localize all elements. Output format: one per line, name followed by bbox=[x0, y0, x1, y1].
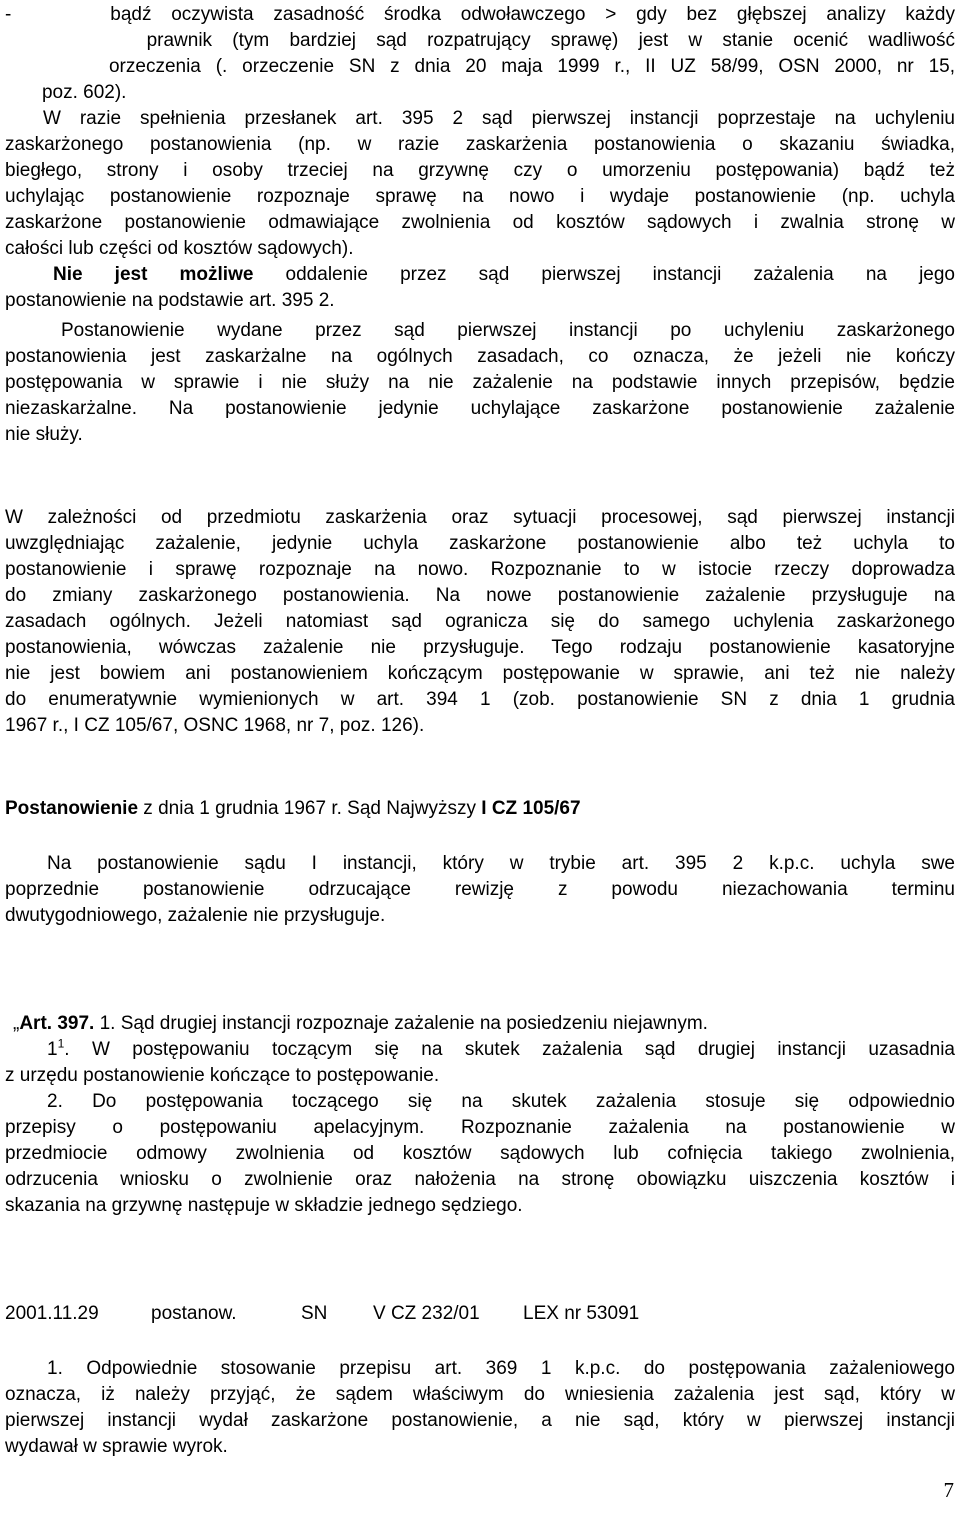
text-span: . W postępowaniu toczącym się na skutek zażalenia sąd drugiej instancji uzasadnia bbox=[64, 1039, 955, 1060]
text-line: poprzednie postanowienie odrzucające rewizję z powodu niezachowania terminu bbox=[5, 879, 955, 900]
text-line: dwutygodniowego, zażalenie nie przysługuje. bbox=[5, 905, 386, 926]
text-line: uwzględniając zażalenie, jedynie uchyla zaskarżone postanowienie albo też uchyla to bbox=[5, 533, 955, 554]
text-span: 1 bbox=[47, 1039, 58, 1060]
ref-court: SN bbox=[301, 1303, 328, 1324]
quote-mark: „ bbox=[13, 1013, 20, 1034]
text-line: - bądź oczywista zasadność środka odwoławczego > gdy bez głębszej analizy każdy bbox=[5, 4, 955, 25]
text-line bbox=[5, 1037, 955, 1063]
bold-text: Art. 397. bbox=[19, 1013, 95, 1034]
text-line: postanowienie i sprawę rozpoznaje na nowo. Rozpoznanie to w istocie rzeczy doprowadza bbox=[5, 559, 955, 580]
text-span: 1. Sąd drugiej instancji rozpoznaje zażalenie na posiedzeniu niejawnym. bbox=[94, 1013, 708, 1034]
paragraph-appealability bbox=[5, 318, 955, 448]
superscript: 1 bbox=[57, 1036, 65, 1051]
paragraph-grounds bbox=[5, 2, 955, 262]
text-line: całości lub części od kosztów sądowych). bbox=[5, 238, 354, 259]
page-number: 7 bbox=[943, 1478, 954, 1502]
text-line: pierwszej instancji wydał zaskarżone postanowienie, a nie sąd, który w pierwszej instancji bbox=[5, 1410, 955, 1431]
text-line: W razie spełnienia przesłanek art. 395 2 sąd pierwszej instancji poprzestaje na uchyleniu bbox=[5, 108, 955, 129]
text-line: wydawał w sprawie wyrok. bbox=[5, 1436, 228, 1457]
text-line: niezaskarżalne. Na postanowienie jedynie uchylające zaskarżone postanowienie zażalenie bbox=[5, 398, 955, 419]
text-line: 2. Do postępowania toczącego się na skutek zażalenia stosuje się odpowiednio bbox=[47, 1091, 955, 1112]
ref-lex: LEX nr 53091 bbox=[523, 1303, 640, 1324]
text-line: z urzędu postanowienie kończące to postępowanie. bbox=[5, 1065, 440, 1086]
text-line: do enumeratywnie wymienionych w art. 394 1 (zob. postanowienie SN z dnia 1 grudnia bbox=[5, 689, 955, 710]
text-line: orzeczenia (. orzeczenie SN z dnia 20 maja 1999 r., II UZ 58/99, OSN 2000, nr 15, bbox=[5, 56, 955, 77]
paragraph-ruling-thesis bbox=[5, 851, 955, 929]
text-line bbox=[5, 262, 955, 288]
text-line: oznacza, iż należy przyjąć, że sądem właściwym do wniesienia zażalenia jest sąd, który w bbox=[5, 1384, 955, 1405]
text-line: Postanowienie wydane przez sąd pierwszej instancji po uchyleniu zaskarżonego bbox=[61, 320, 955, 341]
text-span: z dnia 1 grudnia 1967 r. Sąd Najwyższy bbox=[138, 798, 482, 819]
text-line: do zmiany zaskarżonego postanowienia. Na nowe postanowienie zażalenie przysługuje na bbox=[5, 585, 955, 606]
ref-type: postanow. bbox=[151, 1303, 237, 1324]
ref-signature: V CZ 232/01 bbox=[373, 1303, 480, 1324]
text-line: przedmiocie odmowy zwolnienia od kosztów sądowych lub cofnięcia takiego zwolnienia, bbox=[5, 1143, 955, 1164]
bold-text: Postanowienie bbox=[5, 798, 139, 819]
text-line: postanowienie na podstawie art. 395 2. bbox=[5, 290, 335, 311]
case-reference bbox=[5, 1301, 639, 1327]
text-line: postępowania w sprawie i nie służy na nie zażalenie na podstawie innych przepisów, będzie bbox=[5, 372, 955, 393]
text-line: zaskarżone postanowienie odmawiające zwolnienia od kosztów sądowych i zwalnia stronę w bbox=[5, 212, 955, 233]
ruling-heading bbox=[5, 796, 955, 822]
text-span: oddalenie przez sąd pierwszej instancji zażalenia na jego bbox=[253, 264, 955, 285]
text-line: zasadach ogólnych. Jeżeli natomiast sąd ogranicza się do samego uchylenia zaskarżonego bbox=[5, 611, 955, 632]
text-line: biegłego, strony i osoby trzeciej na grzywnę czy o umorzeniu postępowania) bądź też bbox=[5, 160, 955, 181]
text-line: uchylając postanowienie rozpoznaje sprawę na nowo i wydaje postanowienie (np. uchyla bbox=[5, 186, 955, 207]
text-line: prawnik (tym bardziej sąd rozpatrujący sprawę) jest w stanie ocenić wadliwość bbox=[5, 30, 955, 51]
article-397 bbox=[5, 1011, 955, 1219]
text-line: W zależności od przedmiotu zaskarżenia oraz sytuacji procesowej, sąd pierwszej instancji bbox=[5, 507, 955, 528]
ref-date: 2001.11.29 bbox=[5, 1303, 99, 1324]
paragraph-subject-matter bbox=[5, 505, 955, 739]
text-line bbox=[5, 1011, 955, 1037]
paragraph-not-possible bbox=[5, 262, 955, 314]
text-line: odrzucenia wniosku o zwolnienie oraz nałożenia na stronę obowiązku uiszczenia kosztów i bbox=[5, 1169, 955, 1190]
text-line: zaskarżonego postanowienia (np. w razie zaskarżenia postanowienia o skazaniu świadka, bbox=[5, 134, 955, 155]
text-line: nie jest bowiem ani postanowieniem kończącym postępowanie w sprawie, ani też nie należy bbox=[5, 663, 955, 684]
text-line: postanowienia, wówczas zażalenie nie przysługuje. Tego rodzaju postanowienie kasatoryjne bbox=[5, 637, 955, 658]
text-line: nie służy. bbox=[5, 424, 83, 445]
text-line: poz. 602). bbox=[5, 82, 127, 103]
text-line: przepisy o postępowaniu apelacyjnym. Rozpoznanie zażalenia na postanowienie w bbox=[5, 1117, 955, 1138]
text-line bbox=[5, 796, 955, 822]
bold-text: I CZ 105/67 bbox=[481, 798, 581, 819]
text-line: 1. Odpowiednie stosowanie przepisu art. 369 1 k.p.c. do postępowania zażaleniowego bbox=[47, 1358, 955, 1379]
paragraph-thesis-1 bbox=[5, 1356, 955, 1460]
text-line: skazania na grzywnę następuje w składzie jednego sędziego. bbox=[5, 1195, 523, 1216]
text-line: Na postanowienie sądu I instancji, który w trybie art. 395 2 k.p.c. uchyla swe bbox=[47, 853, 955, 874]
text-line: 1967 r., I CZ 105/67, OSNC 1968, nr 7, poz. 126). bbox=[5, 715, 425, 736]
text-line: postanowienia jest zaskarżalne na ogólnych zasadach, co oznacza, że jeżeli nie kończy bbox=[5, 346, 955, 367]
bold-text: Nie jest możliwe bbox=[53, 264, 254, 285]
